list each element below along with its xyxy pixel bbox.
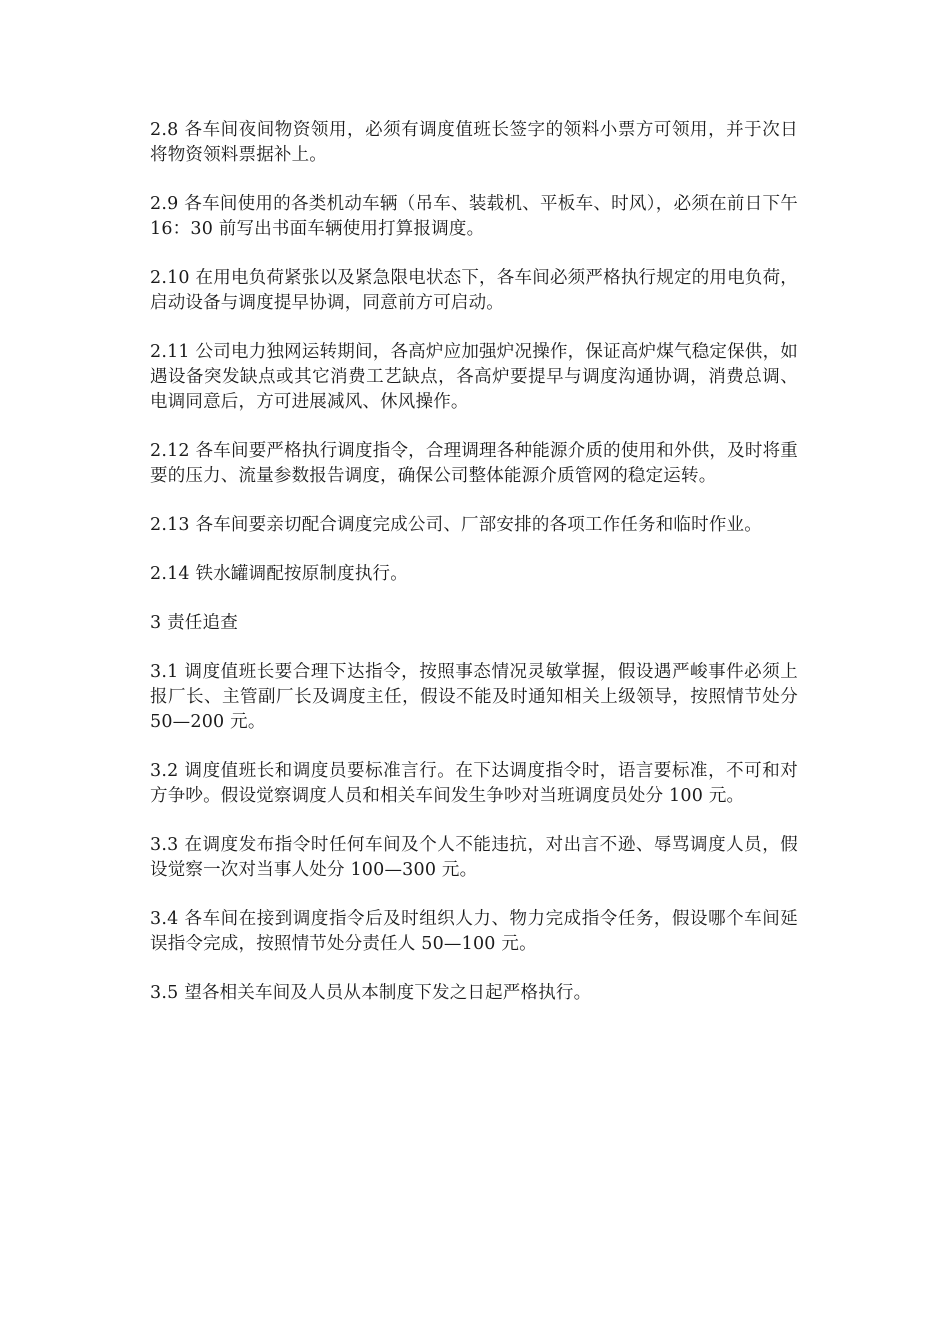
- paragraph-3-5: 3.5 望各相关车间及人员从本制度下发之日起严格执行。: [150, 983, 592, 1003]
- paragraph-3-2: 3.2 调度值班长和调度员要标准言行。在下达调度指令时，语言要标准，不可和对方争吵。假设觉察调度人员和相关车间发生争吵对当班调度员处分 100 元。: [150, 761, 798, 806]
- paragraph-3-3: 3.3 在调度发布指令时任何车间及个人不能违抗，对出言不逊、辱骂调度人员，假设觉察一次对当事人处分 100—300 元。: [150, 835, 798, 880]
- paragraph-2-11: 2.11 公司电力独网运转期间，各高炉应加强炉况操作，保证高炉煤气稳定保供，如遇设备突发缺点或其它消费工艺缺点，各高炉要提早与调度沟通协调，消费总调、电调同意后，方可进展减风、休风操作。: [150, 342, 798, 412]
- paragraph-3-1: 3.1 调度值班长要合理下达指令，按照事态情况灵敏掌握，假设遇严峻事件必须上报厂长、主管副厂长及调度主任，假设不能及时通知相关上级领导，按照情节处分 50—200 元。: [150, 662, 798, 732]
- paragraph-2-9: 2.9 各车间使用的各类机动车辆（吊车、装载机、平板车、时风），必须在前日下午 16：30 前写出书面车辆使用打算报调度。: [150, 194, 798, 239]
- document-page: [150, 118, 798, 1030]
- paragraph-2-14: 2.14 铁水罐调配按原制度执行。: [150, 564, 408, 584]
- paragraph-2-8: 2.8 各车间夜间物资领用，必须有调度值班长签字的领料小票方可领用，并于次日将物资领料票据补上。: [150, 120, 798, 165]
- paragraph-2-12: 2.12 各车间要严格执行调度指令，合理调理各种能源介质的使用和外供，及时将重要的压力、流量参数报告调度，确保公司整体能源介质管网的稳定运转。: [150, 441, 798, 486]
- paragraph-3-4: 3.4 各车间在接到调度指令后及时组织人力、物力完成指令任务，假设哪个车间延误指令完成，按照情节处分责任人 50—100 元。: [150, 909, 798, 954]
- section-heading-3: 3 责任追查: [150, 613, 238, 633]
- paragraph-2-13: 2.13 各车间要亲切配合调度完成公司、厂部安排的各项工作任务和临时作业。: [150, 515, 762, 535]
- paragraph-2-10: 2.10 在用电负荷紧张以及紧急限电状态下，各车间必须严格执行规定的用电负荷，启动设备与调度提早协调，同意前方可启动。: [150, 268, 798, 313]
